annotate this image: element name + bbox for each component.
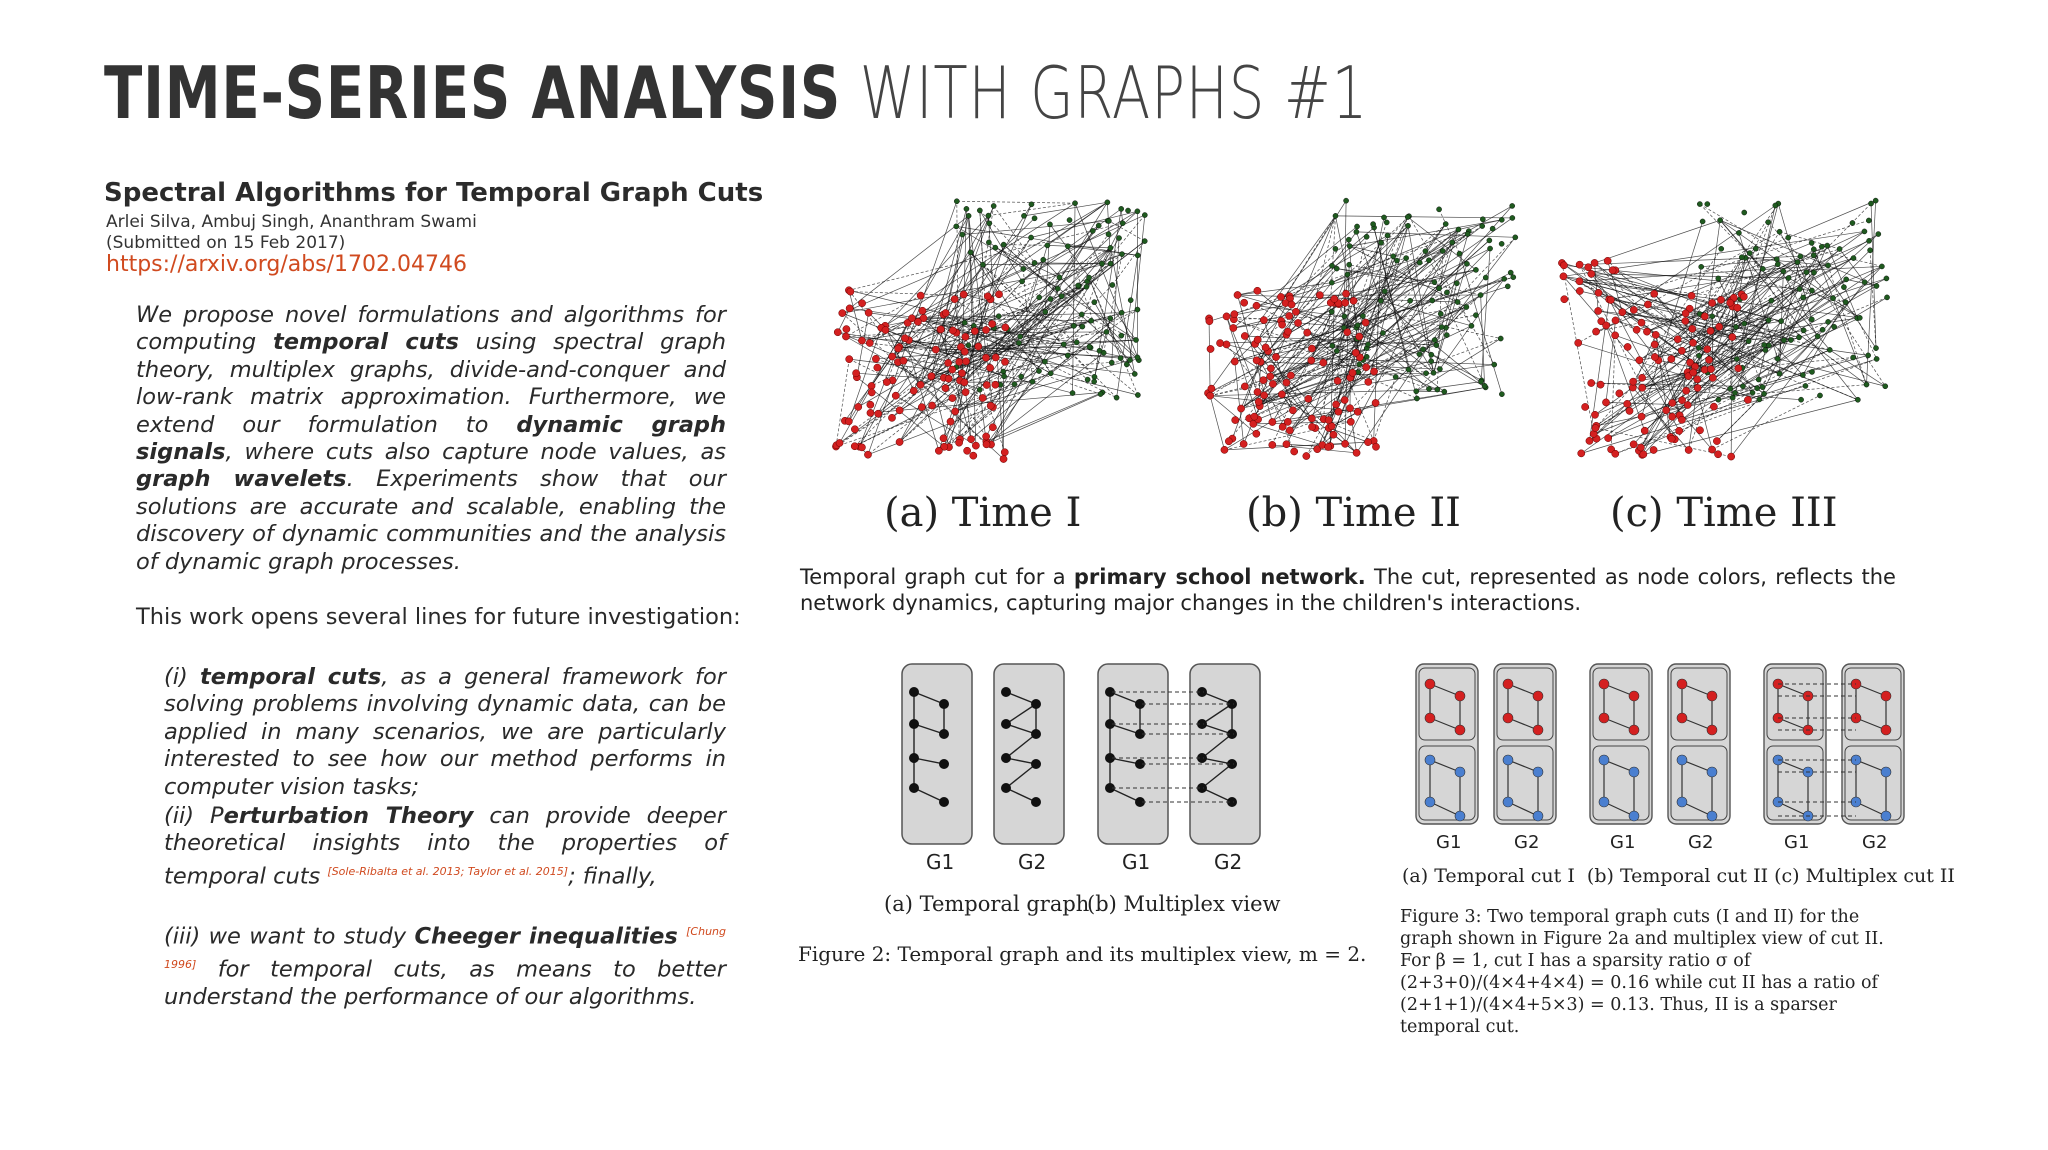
abstract-text-3: , where cuts also capture node values, as (225, 439, 726, 466)
abstract-text-4: . Experiments show that our solutions are accurate and scalable, enabling the discovery of dynamic communities and the analysis of dynamic graph processes. (136, 466, 727, 575)
item3-text: for temporal cuts, as means to better understand the performance of our algorithms. (164, 956, 726, 1010)
figure2-graph-label: G1 (1122, 850, 1151, 874)
item3-bold: Cheeger inequalities (414, 923, 678, 950)
item2-end: ; finally, (568, 863, 657, 890)
abstract (136, 302, 726, 576)
network-edges (1562, 201, 1887, 457)
caption1-bold: primary school network. (1073, 565, 1366, 589)
caption1-pre: Temporal graph cut for a (800, 565, 1074, 589)
figure3-temporal-cuts-diagram (1410, 656, 1918, 876)
figure1-caption (800, 564, 1896, 616)
figure3-sub: (a) Temporal cut I (b) Temporal cut II (c) Multiplex cut II (1402, 865, 1955, 887)
figure3-graph-label: G1 (1610, 832, 1636, 853)
slide-title-bold: TIME-SERIES ANALYSIS (104, 51, 842, 135)
figure1-label-c: (c) Time III (1610, 490, 1838, 536)
abstract-text-1: We propose novel formulations and algorithms for computing (136, 302, 726, 356)
future-item-1 (164, 664, 726, 801)
figure3-graph-label: G1 (1784, 832, 1810, 853)
slide-title (104, 48, 1368, 138)
paper-title: Spectral Algorithms for Temporal Graph Cuts (104, 178, 764, 208)
citation-sole-ribalta: [Sole-Ribalta et al. 2013; Taylor et al. 2015] (327, 864, 569, 878)
caption1-post: The cut, represented as node colors, reflects the network dynamics, capturing major changes in the children's interactions. (800, 565, 1896, 615)
figure1-label-b: (b) Time II (1246, 490, 1461, 536)
abstract-text-2: using spectral graph theory, multiplex graphs, divide-and-conquer and low-rank matrix approximation. Furthermore, we extend our formulation to (136, 329, 726, 438)
figure2-graph-label: G2 (1214, 850, 1243, 874)
abstract-bold-1: temporal cuts (272, 329, 459, 356)
future-item-3 (164, 918, 726, 1011)
network-graph-time-1 (806, 180, 1152, 480)
paper-submitted: (Submitted on 15 Feb 2017) (106, 233, 346, 253)
figure2-graph-label: G2 (1018, 850, 1047, 874)
figure3-caption: Figure 3: Two temporal graph cuts (I and II) for the graph shown in Figure 2a and multiplex view of cut II. For β = 1, cut I has a sparsity ratio σ of (2+3+0)/(4×4+4×4) = 0.16 while cut II has a ratio of (2+1+1)/(4×4+5×3) = 0.13. Thus, II is a sparser temporal cut. (1400, 907, 1884, 1037)
figure2-sub-b: (b) Multiplex view (1087, 892, 1281, 916)
figure3-graph-label: G2 (1688, 832, 1714, 853)
figure3-graph-label: G2 (1862, 832, 1888, 853)
abstract-bold-2: dynamic graph signals (136, 411, 727, 466)
future-intro: This work opens several lines for future investigation: (136, 604, 741, 630)
paper-authors: Arlei Silva, Ambuj Singh, Ananthram Swami (106, 212, 477, 232)
item3-prefix: (iii) we want to study (164, 923, 415, 950)
figure2-temporal-graph-diagram (890, 656, 1270, 876)
figure2-caption: Figure 2: Temporal graph and its multiplex view, m = 2. (798, 942, 1367, 966)
item2-bold: erturbation Theory (223, 803, 474, 829)
slide-title-light: WITH GRAPHS #1 (859, 51, 1369, 135)
figure2-graph-label: G1 (926, 850, 955, 874)
figure1-label-a: (a) Time I (884, 490, 1082, 536)
item2-prefix: (ii) P (164, 803, 224, 829)
network-graph-time-2 (1178, 180, 1524, 480)
item1-text: , as a general framework for solving problems involving dynamic data, can be applied in many scenarios, we are particularly interested to see how our method performs in computer vision tasks; (164, 664, 726, 800)
item2-text: can provide deeper theoretical insights into the properties of temporal cuts (164, 803, 727, 890)
paper-link[interactable]: https://arxiv.org/abs/1702.04746 (106, 252, 468, 277)
item1-bold: temporal cuts (199, 664, 382, 690)
figure3-graph-label: G1 (1436, 832, 1462, 853)
network-graph-time-3 (1548, 180, 1894, 480)
item1-prefix: (i) (164, 664, 200, 690)
abstract-bold-3: graph wavelets (136, 466, 347, 493)
figure2-sub-a: (a) Temporal graph (884, 892, 1090, 916)
future-item-2 (164, 803, 726, 891)
citation-chung: [Chung 1996] (164, 925, 726, 971)
figure3-graph-label: G2 (1514, 832, 1540, 853)
